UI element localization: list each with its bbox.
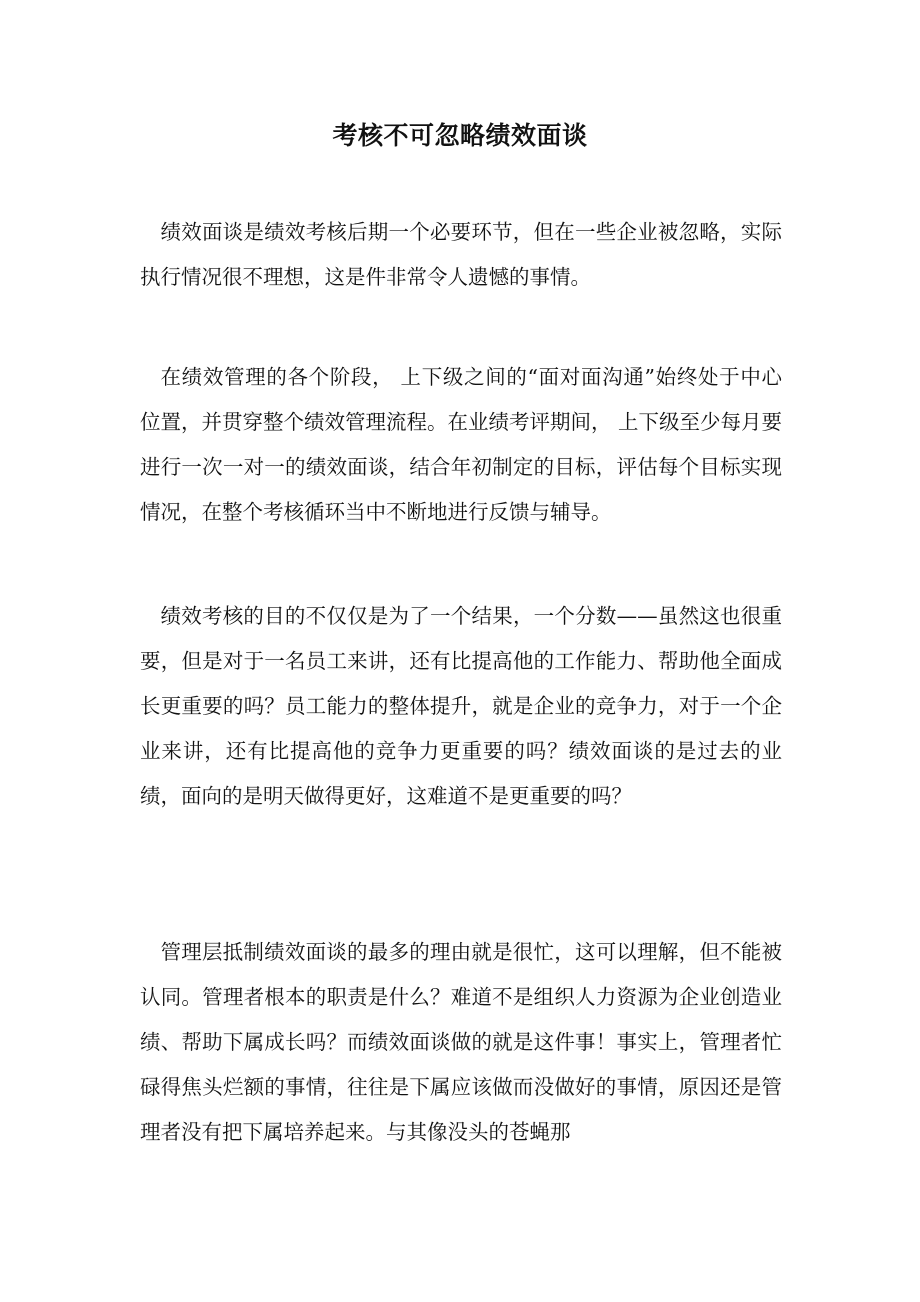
paragraph-2: 在绩效管理的各个阶段， 上下级之间的“面对面沟通”始终处于中心位置，并贯穿整个绩效管理流程。在业绩考评期间， 上下级至少每月要进行一次一对一的绩效面谈，结合年初制定的目标，评估每个目标实现情况，在整个考核循环当中不断地进行反馈与辅导。 [140,365,783,524]
paragraph-4: 管理层抵制绩效面谈的最多的理由就是很忙，这可以理解，但不能被认同。管理者根本的职责是什么？难道不是组织人力资源为企业创造业绩、帮助下属成长吗？而绩效面谈做的就是这件事！事实上，管理者忙碌得焦头烂额的事情，往往是下属应该做而没做好的事情，原因还是管理者没有把下属培养起来。与其像没头的苍蝇那 [140,940,782,1144]
paragraph-1: 绩效面谈是绩效考核后期一个必要环节，但在一些企业被忽略，实际执行情况很不理想，这是件非常令人遗憾的事情。 [140,220,782,289]
paragraph-3: 绩效考核的目的不仅仅是为了一个结果，一个分数——虽然这也很重要，但是对于一名员工来讲，还有比提高他的工作能力、帮助他全面成长更重要的吗？员工能力的整体提升，就是企业的竞争力，对于一个企业来讲，还有比提高他的竞争力更重要的吗？绩效面谈的是过去的业绩，面向的是明天做得更好，这难道不是更重要的吗？ [140,604,782,808]
document-title: 考核不可忽略绩效面谈 [332,121,588,150]
